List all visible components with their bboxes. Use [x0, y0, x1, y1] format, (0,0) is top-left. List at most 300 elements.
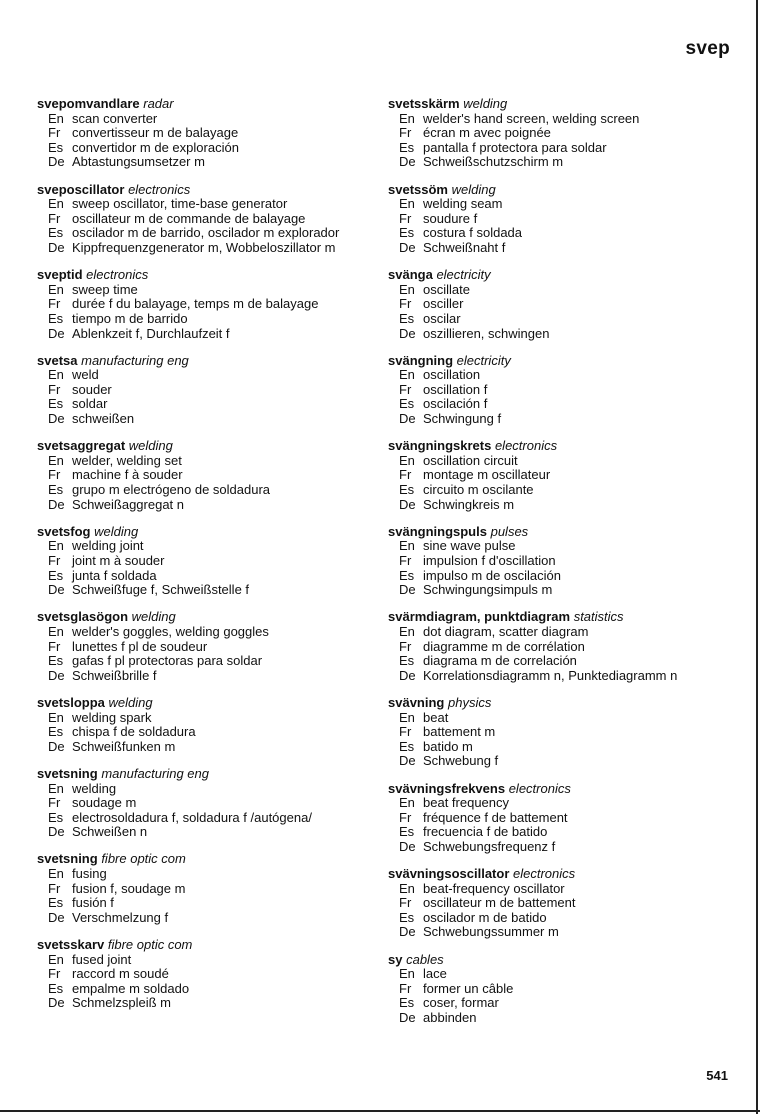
language-code: De	[48, 582, 65, 598]
language-code: Es	[399, 225, 415, 241]
entry-head	[388, 268, 748, 283]
translation-line	[388, 297, 748, 312]
subject-domain: physics	[447, 694, 492, 710]
headword: svängningskrets	[388, 438, 492, 454]
translation-line	[37, 782, 377, 797]
language-code: De	[48, 738, 65, 754]
translation-line	[37, 583, 377, 598]
language-code: En	[48, 110, 64, 126]
page-border-right	[756, 0, 758, 1114]
dictionary-entry	[388, 525, 748, 598]
language-code: De	[48, 496, 65, 512]
translation-line	[37, 397, 377, 412]
translation-line	[37, 967, 377, 982]
translation-text: fusión f	[72, 895, 114, 911]
dictionary-entry	[388, 354, 748, 427]
dictionary-entry	[37, 525, 377, 598]
dictionary-entry	[388, 696, 748, 769]
translation-text: impulsion f d'oscillation	[423, 553, 556, 568]
language-code: En	[48, 866, 64, 882]
translation-line	[388, 925, 748, 940]
headword: svetsa	[37, 352, 78, 368]
subject-domain: electricity	[436, 267, 491, 283]
translation-text: soudage m	[72, 795, 137, 811]
language-code: En	[48, 951, 64, 967]
entry-head	[388, 439, 748, 454]
page-number: 541	[706, 1068, 728, 1083]
translation-text: Ablenkzeit f, Durchlaufzeit f	[72, 325, 230, 341]
language-code: En	[399, 966, 415, 982]
language-code: De	[399, 496, 416, 512]
entry-head	[37, 183, 377, 198]
translation-text: oscillateur m de commande de balayage	[72, 210, 306, 226]
translation-line	[388, 383, 748, 398]
translation-line	[388, 911, 748, 926]
translation-line	[37, 711, 377, 726]
translation-line	[388, 711, 748, 726]
translation-line	[37, 327, 377, 342]
translation-line	[37, 241, 377, 256]
dictionary-entry	[37, 354, 377, 427]
translation-text: Schwingkreis m	[423, 496, 515, 512]
translation-text: lace	[423, 966, 447, 982]
translation-line	[388, 141, 748, 156]
language-code: Es	[48, 310, 64, 326]
translation-text: dot diagram, scatter diagram	[423, 623, 589, 639]
translation-line	[388, 725, 748, 740]
dictionary-entry	[388, 610, 748, 683]
subject-domain: electricity	[456, 352, 511, 368]
subject-domain: welding	[128, 438, 173, 454]
translation-line	[37, 725, 377, 740]
headword: svetsskarv	[37, 937, 105, 953]
subject-domain: cables	[406, 951, 444, 967]
language-code: De	[399, 582, 416, 598]
translation-line	[388, 811, 748, 826]
headword: svetsaggregat	[37, 438, 126, 454]
translation-text: gafas f pl protectoras para soldar	[72, 653, 263, 669]
translation-text: fusing	[72, 866, 107, 882]
translation-text: coser, formar	[423, 995, 499, 1011]
translation-line	[388, 397, 748, 412]
entry-head	[37, 767, 377, 782]
translation-text: welding joint	[72, 538, 144, 554]
translation-line	[388, 840, 748, 855]
language-code: De	[399, 924, 416, 940]
headword: sveptid	[37, 267, 83, 283]
translation-text: tiempo m de barrido	[72, 310, 188, 326]
language-code: Fr	[399, 895, 412, 911]
translation-text: costura f soldada	[423, 225, 523, 241]
translation-line	[388, 896, 748, 911]
translation-text: grupo m electrógeno de soldadura	[72, 482, 271, 498]
translation-text: sine wave pulse	[423, 538, 516, 554]
language-code: Fr	[48, 638, 61, 654]
entry-head	[388, 97, 748, 112]
subject-domain: manufacturing eng	[101, 765, 209, 781]
translation-line	[388, 226, 748, 241]
translation-line	[37, 569, 377, 584]
page-border-bottom	[0, 1110, 760, 1112]
translation-text: Schwingungsimpuls m	[423, 582, 553, 598]
translation-text: electrosoldadura f, soldadura f /autógena/	[72, 809, 312, 825]
entry-head	[37, 439, 377, 454]
translation-text: lunettes f pl de soudeur	[72, 638, 208, 654]
language-code: Fr	[48, 795, 61, 811]
translation-text: Kippfrequenzgenerator m, Wobbeloszillator m	[72, 239, 336, 255]
dictionary-entry	[37, 97, 377, 170]
language-code: Es	[48, 482, 64, 498]
translation-text: sweep oscillator, time-base generator	[72, 196, 288, 212]
headword: svepomvandlare	[37, 96, 140, 111]
language-code: Fr	[399, 724, 412, 740]
translation-text: circuito m oscilante	[423, 482, 534, 498]
language-code: Es	[399, 567, 415, 583]
translation-line	[37, 454, 377, 469]
translation-line	[388, 454, 748, 469]
translation-line	[37, 468, 377, 483]
translation-text: empalme m soldado	[72, 980, 190, 996]
language-code: En	[48, 780, 64, 796]
subject-domain: electronics	[494, 438, 558, 454]
translation-text: osciller	[423, 296, 464, 312]
language-code: De	[399, 753, 416, 769]
language-code: Fr	[399, 553, 412, 568]
running-head: svep	[685, 38, 730, 59]
headword: svävningsfrekvens	[388, 780, 506, 796]
headword: svänga	[388, 267, 433, 283]
translation-line	[37, 796, 377, 811]
headword: svetsning	[37, 765, 98, 781]
language-code: En	[48, 196, 64, 212]
translation-line	[388, 327, 748, 342]
headword: svetsglasögon	[37, 609, 129, 625]
translation-text: raccord m soudé	[72, 966, 169, 982]
translation-text: diagrama m de correlación	[423, 653, 577, 669]
language-code: De	[48, 239, 65, 255]
dictionary-entry	[388, 953, 748, 1026]
translation-text: welder's hand screen, welding screen	[423, 110, 640, 126]
dictionary-entry	[388, 782, 748, 855]
translation-line	[388, 112, 748, 127]
translation-line	[37, 896, 377, 911]
language-code: Fr	[399, 467, 412, 483]
subject-domain: welding	[94, 523, 139, 539]
language-code: Es	[399, 824, 415, 840]
translation-line	[388, 754, 748, 769]
subject-domain: electronics	[508, 780, 571, 796]
translation-line	[37, 312, 377, 327]
language-code: Fr	[48, 553, 61, 568]
translation-line	[37, 640, 377, 655]
translation-text: durée f du balayage, temps m de balayage	[72, 296, 319, 312]
subject-domain: electronics	[513, 866, 576, 882]
translation-line	[37, 911, 377, 926]
language-code: En	[48, 281, 64, 297]
dictionary-entry	[388, 97, 748, 170]
translation-line	[37, 141, 377, 156]
language-code: En	[399, 538, 415, 554]
language-code: En	[48, 709, 64, 725]
translation-text: welding seam	[423, 196, 503, 212]
translation-text: machine f à souder	[72, 467, 183, 483]
headword: svävning	[388, 694, 445, 710]
language-code: De	[48, 667, 65, 683]
translation-line	[388, 197, 748, 212]
language-code: De	[48, 411, 65, 427]
translation-text: fusion f, soudage m	[72, 880, 186, 896]
language-code: Es	[399, 310, 415, 326]
translation-text: oscillation circuit	[423, 452, 518, 468]
headword: svetssöm	[388, 181, 448, 197]
translation-text: soudure f	[423, 210, 478, 226]
entry-head	[388, 354, 748, 369]
translation-text: former un câble	[423, 980, 514, 996]
translation-line	[388, 539, 748, 554]
language-code: Fr	[399, 980, 412, 996]
translation-text: Schweißfuge f, Schweißstelle f	[72, 582, 250, 598]
translation-line	[37, 867, 377, 882]
language-code: Es	[48, 895, 64, 911]
translation-line	[388, 283, 748, 298]
language-code: Es	[48, 225, 64, 241]
language-code: En	[48, 623, 64, 639]
translation-line	[388, 126, 748, 141]
translation-line	[37, 297, 377, 312]
translation-text: oscilación f	[423, 396, 488, 412]
translation-text: pantalla f protectora para soldar	[423, 139, 607, 155]
headword: svängningspuls	[388, 523, 487, 539]
translation-text: convertidor m de exploración	[72, 139, 239, 155]
language-code: En	[399, 880, 415, 896]
language-code: Fr	[399, 296, 412, 312]
translation-text: convertisseur m de balayage	[72, 125, 239, 141]
dictionary-entry	[388, 268, 748, 341]
language-code: En	[399, 795, 415, 811]
translation-text: beat-frequency oscillator	[423, 880, 565, 896]
entry-head	[388, 696, 748, 711]
translation-text: oscilar	[423, 310, 461, 326]
translation-text: impulso m de oscilación	[423, 567, 562, 583]
dictionary-entry	[37, 767, 377, 840]
translation-line	[388, 569, 748, 584]
language-code: En	[399, 623, 415, 639]
translation-line	[388, 996, 748, 1011]
language-code: De	[48, 824, 65, 840]
language-code: Fr	[399, 381, 412, 397]
translation-text: joint m à souder	[72, 553, 165, 568]
translation-line	[388, 468, 748, 483]
language-code: Es	[399, 482, 415, 498]
translation-line	[388, 625, 748, 640]
translation-text: beat frequency	[423, 795, 510, 811]
entry-head	[388, 183, 748, 198]
translation-line	[37, 625, 377, 640]
entry-head	[37, 938, 377, 953]
language-code: En	[48, 538, 64, 554]
translation-text: fused joint	[72, 951, 132, 967]
translation-text: oscilador m de barrido, oscilador m explorador	[72, 225, 340, 241]
translation-line	[388, 669, 748, 684]
translation-line	[37, 996, 377, 1011]
translation-text: scan converter	[72, 110, 158, 126]
translation-text: écran m avec poignée	[423, 125, 551, 141]
translation-text: Korrelationsdiagramm n, Punktediagramm n	[423, 667, 678, 683]
language-code: En	[399, 367, 415, 383]
translation-line	[37, 539, 377, 554]
subject-domain: welding	[463, 96, 508, 111]
translation-line	[37, 669, 377, 684]
dictionary-entry	[388, 867, 748, 940]
translation-line	[37, 498, 377, 513]
subject-domain: welding	[451, 181, 496, 197]
translation-text: diagramme m de corrélation	[423, 638, 585, 654]
language-code: En	[399, 281, 415, 297]
entry-head	[388, 525, 748, 540]
translation-text: abbinden	[423, 1010, 477, 1025]
language-code: De	[399, 239, 416, 255]
translation-text: welding	[72, 780, 117, 796]
translation-text: montage m oscillateur	[423, 467, 551, 483]
translation-line	[388, 982, 748, 997]
translation-text: weld	[72, 367, 99, 383]
translation-line	[388, 583, 748, 598]
translation-text: oscilador m de batido	[423, 909, 547, 925]
language-code: En	[399, 110, 415, 126]
translation-line	[388, 554, 748, 569]
headword: svängning	[388, 352, 454, 368]
language-code: De	[399, 411, 416, 427]
entry-head	[37, 610, 377, 625]
translation-text: Schweißbrille f	[72, 667, 157, 683]
translation-line	[37, 654, 377, 669]
translation-line	[37, 112, 377, 127]
translation-text: schweißen	[72, 411, 135, 427]
translation-line	[37, 283, 377, 298]
translation-line	[388, 1011, 748, 1026]
translation-text: welding spark	[72, 709, 152, 725]
language-code: Fr	[399, 809, 412, 825]
translation-text: Schweißfunken m	[72, 738, 176, 754]
dictionary-entry	[37, 268, 377, 341]
translation-text: oscillate	[423, 281, 470, 297]
translation-line	[388, 825, 748, 840]
language-code: Es	[48, 139, 64, 155]
translation-line	[388, 640, 748, 655]
entry-head	[388, 953, 748, 968]
entry-head	[37, 97, 377, 112]
translation-line	[388, 796, 748, 811]
translation-line	[388, 241, 748, 256]
right-column	[388, 97, 748, 1038]
translation-line	[388, 312, 748, 327]
subject-domain: electronics	[86, 267, 149, 283]
language-code: En	[48, 452, 64, 468]
language-code: Es	[399, 995, 415, 1011]
entry-head	[37, 525, 377, 540]
language-code: De	[399, 325, 416, 341]
entry-head	[37, 354, 377, 369]
dictionary-entry	[388, 183, 748, 256]
headword: svetsning	[37, 851, 98, 867]
language-code: Es	[399, 139, 415, 155]
translation-line	[388, 483, 748, 498]
language-code: De	[399, 154, 416, 170]
language-code: Es	[399, 738, 415, 754]
translation-text: Schwebung f	[423, 753, 499, 769]
entry-head	[388, 610, 748, 625]
translation-text: fréquence f de battement	[423, 809, 568, 825]
translation-line	[388, 155, 748, 170]
headword: svetsskärm	[388, 96, 460, 111]
headword: svetsfog	[37, 523, 91, 539]
translation-text: batido m	[423, 738, 473, 754]
language-code: De	[48, 909, 65, 925]
translation-line	[37, 740, 377, 755]
entry-head	[388, 867, 748, 882]
language-code: En	[399, 452, 415, 468]
subject-domain: welding	[108, 694, 153, 710]
dictionary-entry	[37, 610, 377, 683]
translation-text: frecuencia f de batido	[423, 824, 548, 840]
language-code: En	[399, 709, 415, 725]
translation-text: battement m	[423, 724, 496, 740]
dictionary-entry	[37, 696, 377, 754]
translation-line	[37, 197, 377, 212]
dictionary-entry	[37, 938, 377, 1011]
translation-text: Schweißaggregat n	[72, 496, 185, 512]
translation-line	[37, 368, 377, 383]
translation-line	[388, 212, 748, 227]
language-code: De	[399, 1010, 416, 1025]
translation-text: Schmelzspleiß m	[72, 995, 171, 1011]
entry-head	[37, 696, 377, 711]
translation-line	[388, 967, 748, 982]
translation-line	[37, 554, 377, 569]
translation-text: sweep time	[72, 281, 138, 297]
translation-line	[37, 982, 377, 997]
translation-line	[37, 212, 377, 227]
dictionary-entry	[37, 852, 377, 925]
language-code: Fr	[48, 381, 61, 397]
subject-domain: electronics	[128, 181, 191, 197]
language-code: Es	[48, 980, 64, 996]
translation-line	[37, 155, 377, 170]
entry-head	[388, 782, 748, 797]
dictionary-entry	[37, 439, 377, 512]
translation-line	[37, 383, 377, 398]
translation-line	[37, 226, 377, 241]
language-code: Fr	[48, 125, 61, 141]
translation-line	[388, 412, 748, 427]
language-code: Es	[399, 396, 415, 412]
language-code: Fr	[399, 125, 412, 141]
translation-text: oscillation	[423, 367, 481, 383]
translation-text: beat	[423, 709, 449, 725]
translation-line	[37, 825, 377, 840]
translation-text: Schweißschutzschirm m	[423, 154, 564, 170]
left-column	[37, 97, 377, 1024]
headword: sveposcillator	[37, 181, 125, 197]
translation-text: chispa f de soldadura	[72, 724, 196, 740]
translation-text: souder	[72, 381, 112, 397]
translation-line	[37, 412, 377, 427]
language-code: Fr	[399, 210, 412, 226]
translation-line	[388, 882, 748, 897]
language-code: Fr	[48, 467, 61, 483]
language-code: Es	[48, 396, 64, 412]
translation-line	[37, 811, 377, 826]
